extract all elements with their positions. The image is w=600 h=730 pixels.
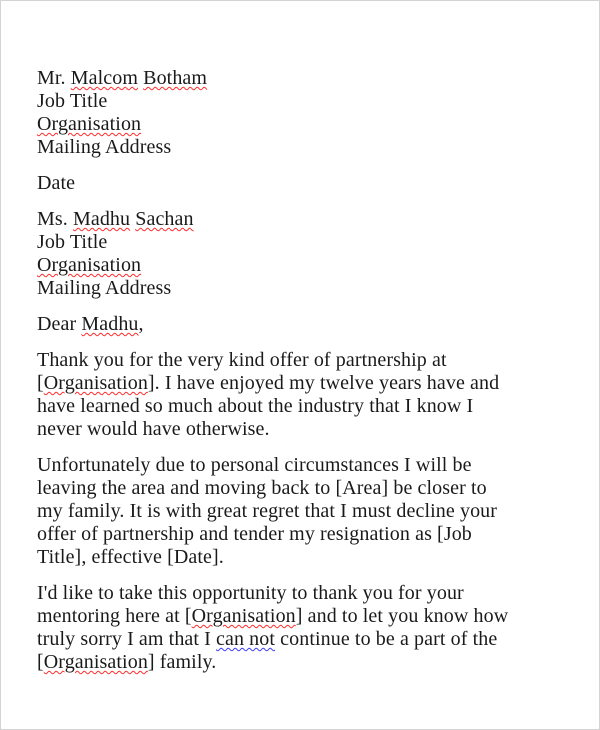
spelling-error-text: Madhu bbox=[81, 313, 139, 335]
text-run: Mr. bbox=[37, 67, 71, 89]
sender-name bbox=[37, 67, 569, 90]
date-line: Date bbox=[37, 172, 76, 194]
sender-job-title: Job Title bbox=[37, 90, 108, 112]
paragraph-2 bbox=[37, 454, 569, 569]
paragraph-1 bbox=[37, 349, 569, 441]
paragraph-2-line-3: my family. It is with great regret that I must decline your bbox=[37, 500, 498, 522]
paragraph-2-line-1: Unfortunately due to personal circumstances I will be bbox=[37, 454, 472, 476]
paragraph-3 bbox=[37, 582, 569, 674]
spelling-error-text: Malcom bbox=[70, 67, 139, 89]
letter-body bbox=[1, 1, 599, 674]
spelling-error-text: Organisation bbox=[43, 372, 148, 394]
text-run: [ bbox=[37, 651, 44, 673]
spelling-error-text: Sachan bbox=[135, 208, 194, 230]
spelling-error-text: Organisation bbox=[37, 254, 142, 276]
text-run: ]. I have enjoyed my twelve years have and bbox=[147, 372, 500, 394]
text-run: , bbox=[138, 313, 144, 335]
text-run: ] and to let you know how bbox=[295, 605, 509, 627]
sender-organisation bbox=[37, 113, 569, 136]
paragraph-3-line-4 bbox=[37, 651, 569, 674]
paragraph-3-line-1: I'd like to take this opportunity to thank you for your bbox=[37, 582, 464, 604]
recipient-name bbox=[37, 208, 569, 231]
salutation-block bbox=[37, 313, 569, 336]
spelling-error-text: Botham bbox=[143, 67, 208, 89]
paragraph-1-line-1: Thank you for the very kind offer of partnership at bbox=[37, 349, 447, 371]
paragraph-2-line-5: Title], effective [Date]. bbox=[37, 546, 224, 568]
text-run: truly sorry I am that I bbox=[37, 628, 217, 650]
recipient-organisation bbox=[37, 254, 569, 277]
spelling-error-text: Organisation bbox=[191, 605, 296, 627]
recipient-address-block bbox=[37, 208, 569, 300]
recipient-job-title: Job Title bbox=[37, 231, 108, 253]
spelling-error-text: Madhu bbox=[72, 208, 131, 230]
date-block bbox=[37, 172, 569, 195]
text-run: Dear bbox=[37, 313, 82, 335]
paragraph-1-line-3: have learned so much about the industry that I know I bbox=[37, 395, 474, 417]
paragraph-1-line-2 bbox=[37, 372, 569, 395]
text-run: Ms. bbox=[37, 208, 73, 230]
text-run: [ bbox=[37, 372, 44, 394]
paragraph-2-line-2: leaving the area and moving back to [Area] be closer to bbox=[37, 477, 487, 499]
text-run: mentoring here at [ bbox=[37, 605, 192, 627]
grammar-error-text: can not bbox=[216, 628, 276, 650]
paragraph-1-line-4: never would have otherwise. bbox=[37, 418, 270, 440]
spelling-error-text: Organisation bbox=[43, 651, 148, 673]
paragraph-3-line-3 bbox=[37, 628, 569, 651]
text-run: ] family. bbox=[147, 651, 217, 673]
text-run: continue to be a part of the bbox=[275, 628, 498, 650]
recipient-mailing-address: Mailing Address bbox=[37, 277, 172, 299]
sender-address-block bbox=[37, 67, 569, 159]
paragraph-2-line-4: offer of partnership and tender my resignation as [Job bbox=[37, 523, 472, 545]
spelling-error-text: Organisation bbox=[37, 113, 142, 135]
paragraph-3-line-2 bbox=[37, 605, 569, 628]
sender-mailing-address: Mailing Address bbox=[37, 136, 172, 158]
salutation-line bbox=[37, 313, 569, 336]
